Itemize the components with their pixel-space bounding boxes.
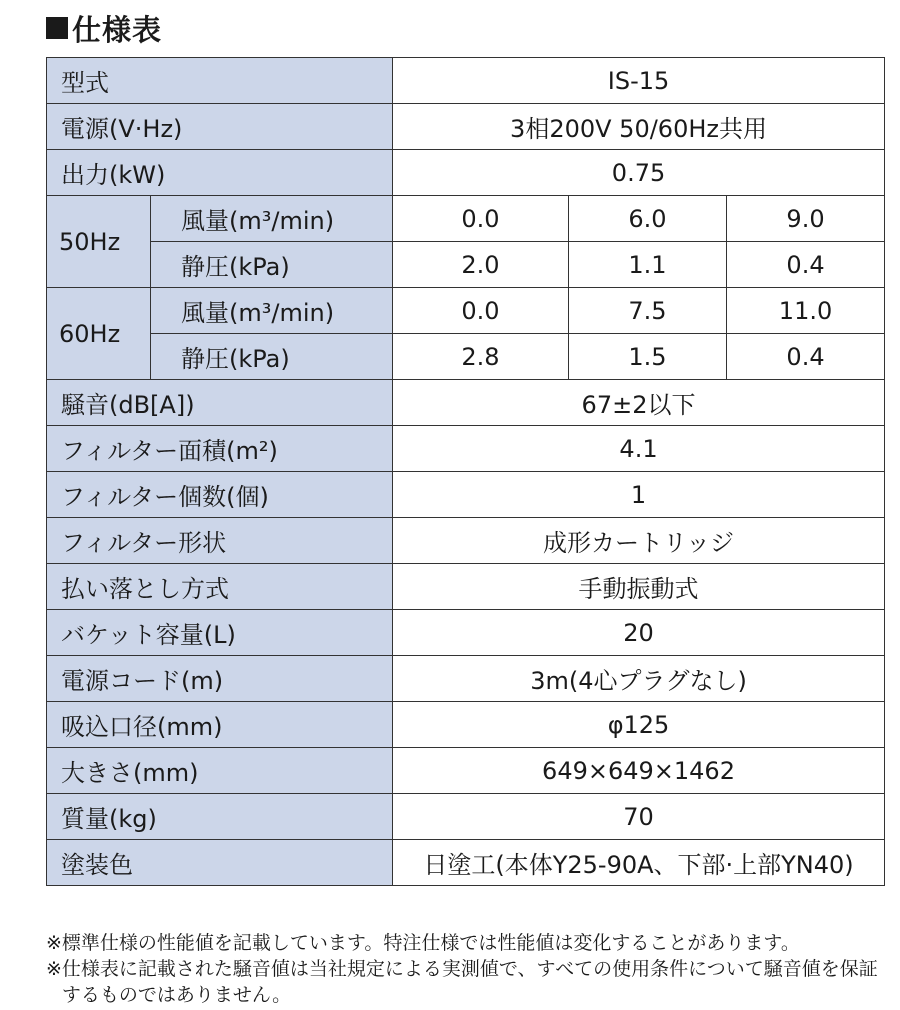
note-mark: ※ xyxy=(46,958,62,980)
row-value-output: 0.75 xyxy=(393,150,885,196)
table-row xyxy=(47,150,885,196)
row-value-intake-diameter: φ125 xyxy=(393,702,885,748)
row-value-power-supply: 3相200V 50/60Hz共用 xyxy=(393,104,885,150)
sub-label-static-pressure: 静圧(kPa) xyxy=(151,334,393,380)
square-bullet-icon xyxy=(46,17,68,39)
value-cell: 1.1 xyxy=(569,242,727,288)
row-label-dimensions: 大きさ(mm) xyxy=(47,748,393,794)
note-text: 標準仕様の性能値を記載しています。特注仕様では性能値は変化することがあります。 xyxy=(61,932,800,954)
group-label-50hz: 50Hz xyxy=(47,196,151,288)
table-row xyxy=(47,472,885,518)
table-row xyxy=(47,794,885,840)
table-row xyxy=(47,840,885,886)
table-row xyxy=(47,380,885,426)
row-label-weight: 質量(kg) xyxy=(47,794,393,840)
row-label-output: 出力(kW) xyxy=(47,150,393,196)
value-cell: 0.0 xyxy=(393,196,569,242)
spec-table xyxy=(46,57,885,886)
row-label-model: 型式 xyxy=(47,58,393,104)
row-value-bucket-capacity: 20 xyxy=(393,610,885,656)
row-label-power-cord: 電源コード(m) xyxy=(47,656,393,702)
table-row xyxy=(47,104,885,150)
group-label-60hz: 60Hz xyxy=(47,288,151,380)
value-cell: 9.0 xyxy=(727,196,885,242)
table-row xyxy=(47,58,885,104)
footnote xyxy=(46,930,896,956)
row-value-filter-area: 4.1 xyxy=(393,426,885,472)
table-row xyxy=(47,564,885,610)
row-value-filter-shape: 成形カートリッジ xyxy=(393,518,885,564)
row-label-noise: 騒音(dB[A]) xyxy=(47,380,393,426)
row-label-paint-color: 塗装色 xyxy=(47,840,393,886)
value-cell: 11.0 xyxy=(727,288,885,334)
title-text: 仕様表 xyxy=(72,12,163,47)
value-cell: 6.0 xyxy=(569,196,727,242)
row-label-filter-shape: フィルター形状 xyxy=(47,518,393,564)
footnote xyxy=(46,956,896,1008)
note-mark: ※ xyxy=(46,932,62,954)
row-label-filter-count: フィルター個数(個) xyxy=(47,472,393,518)
table-row xyxy=(47,518,885,564)
table-row xyxy=(47,426,885,472)
row-label-power-supply: 電源(V·Hz) xyxy=(47,104,393,150)
row-label-filter-area: フィルター面積(m²) xyxy=(47,426,393,472)
table-row xyxy=(47,702,885,748)
row-label-dust-removal: 払い落とし方式 xyxy=(47,564,393,610)
sub-label-static-pressure: 静圧(kPa) xyxy=(151,242,393,288)
note-text: 仕様表に記載された騒音値は当社規定による実測値で、すべての使用条件について騒音値を保証するものではありません。 xyxy=(61,958,878,1006)
table-row xyxy=(47,196,885,242)
value-cell: 0.0 xyxy=(393,288,569,334)
table-row xyxy=(47,748,885,794)
row-value-noise: 67±2以下 xyxy=(393,380,885,426)
spec-table-title xyxy=(46,8,162,48)
value-cell: 2.8 xyxy=(393,334,569,380)
value-cell: 0.4 xyxy=(727,242,885,288)
value-cell: 0.4 xyxy=(727,334,885,380)
row-value-model: IS-15 xyxy=(393,58,885,104)
table-row xyxy=(47,288,885,334)
row-value-dust-removal: 手動振動式 xyxy=(393,564,885,610)
table-row xyxy=(47,656,885,702)
table-row xyxy=(47,242,885,288)
footnotes xyxy=(46,930,896,1008)
row-value-weight: 70 xyxy=(393,794,885,840)
value-cell: 1.5 xyxy=(569,334,727,380)
row-value-paint-color: 日塗工(本体Y25-90A、下部·上部YN40) xyxy=(393,840,885,886)
row-value-filter-count: 1 xyxy=(393,472,885,518)
table-row xyxy=(47,610,885,656)
row-value-dimensions: 649×649×1462 xyxy=(393,748,885,794)
row-label-intake-diameter: 吸込口径(mm) xyxy=(47,702,393,748)
sub-label-airflow: 風量(m³/min) xyxy=(151,288,393,334)
value-cell: 2.0 xyxy=(393,242,569,288)
sub-label-airflow: 風量(m³/min) xyxy=(151,196,393,242)
row-value-power-cord: 3m(4心プラグなし) xyxy=(393,656,885,702)
row-label-bucket-capacity: バケット容量(L) xyxy=(47,610,393,656)
value-cell: 7.5 xyxy=(569,288,727,334)
table-row xyxy=(47,334,885,380)
